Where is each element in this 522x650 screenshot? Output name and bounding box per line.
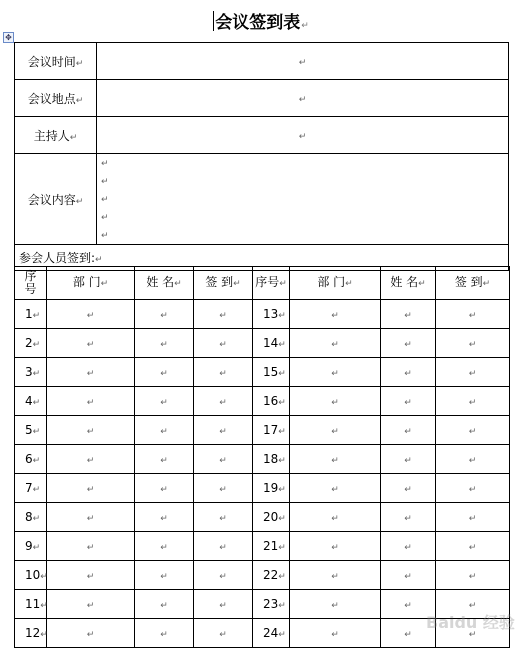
content-value-cell[interactable]	[97, 154, 509, 245]
seq-cell	[15, 445, 47, 474]
paragraph-mark-icon: ↵	[468, 630, 477, 640]
seq-cell-2	[253, 300, 290, 329]
paragraph-mark-icon: ↵	[75, 196, 84, 207]
signin-cell[interactable]	[194, 590, 253, 619]
paragraph-mark-icon: ↵	[301, 21, 309, 31]
paragraph-mark-icon: ↵	[101, 195, 109, 205]
name-cell[interactable]	[135, 474, 194, 503]
paragraph-mark-icon: ↵	[219, 572, 227, 582]
dept-cell-2[interactable]	[290, 474, 381, 503]
dept-cell-2[interactable]	[290, 445, 381, 474]
signin-cell-2[interactable]	[436, 561, 510, 590]
paragraph-mark-icon: ↵	[278, 601, 286, 611]
paragraph-mark-icon: ↵	[278, 514, 286, 524]
paragraph-mark-icon: ↵	[331, 485, 339, 495]
signin-cell[interactable]	[194, 329, 253, 358]
paragraph-mark-icon: ↵	[160, 572, 168, 582]
name-cell[interactable]	[135, 503, 194, 532]
seq-cell-2-text: 18	[263, 452, 279, 466]
table-row	[15, 387, 510, 416]
seq-cell-text: 10	[25, 568, 41, 582]
paragraph-mark-icon: ↵	[331, 543, 339, 553]
seq-cell-text: 2	[25, 336, 33, 350]
paragraph-mark-icon: ↵	[86, 340, 95, 350]
info-row-place	[15, 80, 509, 117]
paragraph-mark-icon: ↵	[279, 278, 287, 289]
paragraph-mark-icon: ↵	[174, 278, 182, 289]
signin-cell-2[interactable]	[436, 532, 510, 561]
paragraph-mark-icon: ↵	[160, 369, 168, 379]
seq-cell-2	[253, 445, 290, 474]
paragraph-mark-icon: ↵	[278, 398, 286, 408]
seq-cell-2-text: 14	[263, 336, 279, 350]
seq-cell-2-text: 22	[263, 568, 279, 582]
place-label: 会议地点	[27, 91, 76, 106]
paragraph-mark-icon: ↵	[86, 311, 95, 321]
host-label: 主持人	[33, 128, 70, 143]
seq-cell	[15, 387, 47, 416]
paragraph-mark-icon: ↵	[160, 514, 168, 524]
paragraph-mark-icon: ↵	[32, 456, 41, 466]
seq-cell-2-text: 16	[263, 394, 279, 408]
seq-cell-text: 11	[25, 597, 41, 611]
paragraph-mark-icon: ↵	[40, 630, 48, 640]
dept-cell-2[interactable]	[290, 561, 381, 590]
dept-cell[interactable]	[47, 619, 135, 648]
paragraph-mark-icon: ↵	[86, 427, 95, 437]
info-row-time	[15, 43, 509, 80]
paragraph-mark-icon: ↵	[101, 159, 109, 169]
table-row	[15, 358, 510, 387]
paragraph-mark-icon: ↵	[331, 601, 339, 611]
paragraph-mark-icon: ↵	[40, 572, 48, 582]
header-name	[135, 267, 194, 300]
paragraph-mark-icon: ↵	[219, 543, 227, 553]
dept-cell[interactable]	[47, 300, 135, 329]
paragraph-mark-icon: ↵	[404, 340, 412, 350]
paragraph-mark-icon: ↵	[160, 456, 168, 466]
paragraph-mark-icon: ↵	[278, 543, 286, 553]
paragraph-mark-icon: ↵	[100, 278, 109, 289]
content-label-cell	[15, 154, 97, 245]
paragraph-mark-icon: ↵	[233, 278, 241, 289]
seq-cell-2-text: 20	[263, 510, 279, 524]
table-row	[15, 561, 510, 590]
name-cell-2[interactable]	[381, 445, 436, 474]
paragraph-mark-icon: ↵	[160, 543, 168, 553]
paragraph-mark-icon: ↵	[331, 340, 339, 350]
seq-cell-text: 7	[25, 481, 33, 495]
paragraph-mark-icon: ↵	[404, 601, 412, 611]
seq-cell-2	[253, 358, 290, 387]
signin-cell[interactable]	[194, 561, 253, 590]
dept-cell[interactable]	[47, 590, 135, 619]
table-row	[15, 474, 510, 503]
paragraph-mark-icon: ↵	[331, 630, 339, 640]
document-title	[0, 8, 522, 33]
name-cell-2[interactable]	[381, 329, 436, 358]
table-row	[15, 300, 510, 329]
header-signin-2	[436, 267, 510, 300]
signin-cell-2[interactable]	[436, 474, 510, 503]
name-cell[interactable]	[135, 619, 194, 648]
seq-cell-2-text: 13	[263, 307, 279, 321]
name-cell[interactable]	[135, 300, 194, 329]
paragraph-mark-icon: ↵	[219, 514, 227, 524]
paragraph-mark-icon: ↵	[86, 601, 95, 611]
seq-cell	[15, 503, 47, 532]
seq-cell-2	[253, 619, 290, 648]
dept-cell-2[interactable]	[290, 329, 381, 358]
header-seq2-label: 序号	[255, 274, 280, 289]
header-dept-label: 部 门	[72, 274, 101, 289]
seq-cell-2-text: 19	[263, 481, 279, 495]
paragraph-mark-icon: ↵	[404, 427, 412, 437]
paragraph-mark-icon: ↵	[32, 340, 41, 350]
seq-cell-text: 9	[25, 539, 33, 553]
paragraph-mark-icon: ↵	[298, 95, 307, 105]
paragraph-mark-icon: ↵	[468, 601, 477, 611]
paragraph-mark-icon: ↵	[482, 278, 491, 289]
sign-header-row	[15, 267, 510, 300]
paragraph-mark-icon: ↵	[468, 514, 477, 524]
paragraph-mark-icon: ↵	[468, 398, 477, 408]
name-cell[interactable]	[135, 590, 194, 619]
header-seq	[15, 267, 47, 300]
name-cell[interactable]	[135, 532, 194, 561]
table-row	[15, 329, 510, 358]
table-row	[15, 445, 510, 474]
dept-cell[interactable]	[47, 329, 135, 358]
paragraph-mark-icon: ↵	[278, 572, 286, 582]
signin-cell-2[interactable]	[436, 445, 510, 474]
seq-cell-text: 12	[25, 626, 41, 640]
header-signin-label: 签 到	[205, 274, 234, 289]
paragraph-mark-icon: ↵	[86, 543, 95, 553]
place-value-cell[interactable]	[97, 80, 509, 117]
paragraph-mark-icon: ↵	[468, 456, 477, 466]
name-cell-2[interactable]	[381, 532, 436, 561]
name-cell-2[interactable]	[381, 387, 436, 416]
watermark-logo	[424, 606, 516, 640]
signin-cell[interactable]	[194, 474, 253, 503]
paragraph-mark-icon: ↵	[278, 456, 286, 466]
paragraph-mark-icon: ↵	[345, 278, 353, 289]
paragraph-mark-icon: ↵	[86, 369, 95, 379]
paragraph-mark-icon: ↵	[331, 456, 339, 466]
header-dept2-label: 部 门	[317, 274, 346, 289]
paragraph-mark-icon: ↵	[75, 58, 84, 69]
paragraph-mark-icon: ↵	[468, 427, 477, 437]
watermark-text: Baidu 经验	[426, 613, 515, 632]
name-cell[interactable]	[135, 387, 194, 416]
seq-cell-2	[253, 416, 290, 445]
seq-cell-2-text: 23	[263, 597, 279, 611]
paragraph-mark-icon: ↵	[32, 398, 41, 408]
paragraph-mark-icon: ↵	[32, 485, 41, 495]
seq-cell-2-text: 15	[263, 365, 279, 379]
paragraph-mark-icon: ↵	[404, 398, 412, 408]
paragraph-mark-icon: ↵	[298, 58, 307, 68]
paragraph-mark-icon: ↵	[40, 601, 48, 611]
signin-cell-2[interactable]	[436, 387, 510, 416]
header-dept-2	[290, 267, 381, 300]
dept-cell-2[interactable]	[290, 590, 381, 619]
paragraph-mark-icon: ↵	[219, 311, 227, 321]
name-cell-2[interactable]	[381, 561, 436, 590]
table-row	[15, 532, 510, 561]
paragraph-mark-icon: ↵	[219, 369, 227, 379]
table-move-handle-icon[interactable]: ✥	[3, 32, 14, 43]
paragraph-mark-icon: ↵	[404, 630, 412, 640]
dept-cell[interactable]	[47, 532, 135, 561]
header-name2-label: 姓 名	[390, 274, 419, 289]
dept-cell[interactable]	[47, 561, 135, 590]
paragraph-mark-icon: ↵	[160, 601, 168, 611]
sign-in-table	[14, 266, 510, 648]
signin-cell[interactable]	[194, 387, 253, 416]
seq-cell-text: 4	[25, 394, 33, 408]
paragraph-mark-icon: ↵	[86, 630, 95, 640]
name-cell-2[interactable]	[381, 300, 436, 329]
time-label: 会议时间	[27, 54, 76, 69]
signin-cell-2[interactable]	[436, 416, 510, 445]
paragraph-mark-icon: ↵	[404, 311, 412, 321]
paragraph-mark-icon: ↵	[331, 311, 339, 321]
name-cell[interactable]	[135, 416, 194, 445]
paragraph-mark-icon: ↵	[404, 514, 412, 524]
paragraph-mark-icon: ↵	[331, 398, 339, 408]
place-label-cell	[15, 80, 97, 117]
seq-cell-2	[253, 474, 290, 503]
paragraph-mark-icon: ↵	[468, 543, 477, 553]
seq-cell-2	[253, 387, 290, 416]
seq-cell	[15, 329, 47, 358]
paragraph-mark-icon: ↵	[331, 572, 339, 582]
seq-cell-2-text: 17	[263, 423, 279, 437]
paragraph-mark-icon: ↵	[160, 630, 168, 640]
title-text: 会议签到表	[215, 13, 301, 33]
paragraph-mark-icon: ↵	[331, 427, 339, 437]
signin-cell[interactable]	[194, 416, 253, 445]
seq-cell	[15, 619, 47, 648]
paragraph-mark-icon: ↵	[86, 485, 95, 495]
paragraph-mark-icon: ↵	[101, 177, 109, 187]
paragraph-mark-icon: ↵	[32, 514, 41, 524]
table-row	[15, 416, 510, 445]
seq-cell	[15, 300, 47, 329]
paragraph-mark-icon: ↵	[278, 340, 286, 350]
paragraph-mark-icon: ↵	[160, 485, 168, 495]
seq-cell	[15, 358, 47, 387]
seq-cell-text: 6	[25, 452, 33, 466]
header-name-label: 姓 名	[146, 274, 175, 289]
signin-cell-2[interactable]	[436, 503, 510, 532]
paragraph-mark-icon: ↵	[468, 369, 477, 379]
seq-cell-2-text: 24	[263, 626, 279, 640]
info-row-content	[15, 154, 509, 245]
paragraph-mark-icon: ↵	[86, 398, 95, 408]
paragraph-mark-icon: ↵	[418, 278, 426, 289]
time-label-cell	[15, 43, 97, 80]
host-value-cell[interactable]	[97, 117, 509, 154]
header-seq-2	[253, 267, 290, 300]
paragraph-mark-icon: ↵	[404, 572, 412, 582]
name-cell-2[interactable]	[381, 416, 436, 445]
seq-cell	[15, 590, 47, 619]
paragraph-mark-icon: ↵	[219, 630, 227, 640]
dept-cell[interactable]	[47, 416, 135, 445]
seq-cell-text: 1	[25, 307, 33, 321]
name-cell[interactable]	[135, 329, 194, 358]
seq-cell-2	[253, 561, 290, 590]
paragraph-mark-icon: ↵	[298, 132, 307, 142]
paragraph-mark-icon: ↵	[86, 514, 95, 524]
dept-cell-2[interactable]	[290, 619, 381, 648]
paragraph-mark-icon: ↵	[160, 340, 168, 350]
dept-cell-2[interactable]	[290, 532, 381, 561]
paragraph-mark-icon: ↵	[404, 485, 412, 495]
paragraph-mark-icon: ↵	[278, 485, 286, 495]
paragraph-mark-icon: ↵	[101, 231, 109, 241]
dept-cell[interactable]	[47, 474, 135, 503]
name-cell-2[interactable]	[381, 503, 436, 532]
name-cell[interactable]	[135, 358, 194, 387]
paragraph-mark-icon: ↵	[278, 311, 286, 321]
paragraph-mark-icon: ↵	[160, 398, 168, 408]
paragraph-mark-icon: ↵	[219, 427, 227, 437]
seq-cell	[15, 416, 47, 445]
paragraph-mark-icon: ↵	[404, 543, 412, 553]
signin-cell[interactable]	[194, 503, 253, 532]
signin-cell[interactable]	[194, 300, 253, 329]
info-row-host	[15, 117, 509, 154]
seq-cell-2	[253, 532, 290, 561]
dept-cell[interactable]	[47, 445, 135, 474]
content-label: 会议内容	[27, 192, 76, 207]
dept-cell-2[interactable]	[290, 387, 381, 416]
seq-cell-2	[253, 329, 290, 358]
paragraph-mark-icon: ↵	[468, 485, 477, 495]
paragraph-mark-icon: ↵	[331, 369, 339, 379]
seq-cell-text: 8	[25, 510, 33, 524]
paragraph-mark-icon: ↵	[95, 255, 103, 265]
name-cell[interactable]	[135, 445, 194, 474]
seq-cell-2-text: 21	[263, 539, 279, 553]
paragraph-mark-icon: ↵	[468, 572, 477, 582]
paragraph-mark-icon: ↵	[219, 340, 227, 350]
meeting-info-table	[14, 42, 509, 271]
paragraph-mark-icon: ↵	[32, 543, 41, 553]
paragraph-mark-icon: ↵	[219, 398, 227, 408]
signin-cell-2[interactable]	[436, 358, 510, 387]
dept-cell-2[interactable]	[290, 358, 381, 387]
time-value-cell[interactable]	[97, 43, 509, 80]
name-cell-2[interactable]	[381, 358, 436, 387]
paragraph-mark-icon: ↵	[219, 485, 227, 495]
paragraph-mark-icon: ↵	[219, 601, 227, 611]
paragraph-mark-icon: ↵	[86, 572, 95, 582]
paragraph-mark-icon: ↵	[160, 427, 168, 437]
paragraph-mark-icon: ↵	[278, 369, 286, 379]
paragraph-mark-icon: ↵	[75, 95, 84, 106]
signin-cell[interactable]	[194, 445, 253, 474]
seq-cell	[15, 532, 47, 561]
paragraph-mark-icon: ↵	[278, 630, 286, 640]
seq-cell-2	[253, 503, 290, 532]
attendees-label: 参会人员签到:	[19, 251, 96, 265]
signin-cell[interactable]	[194, 532, 253, 561]
paragraph-mark-icon: ↵	[32, 427, 41, 437]
dept-cell-2[interactable]	[290, 300, 381, 329]
paragraph-mark-icon: ↵	[468, 311, 477, 321]
dept-cell[interactable]	[47, 387, 135, 416]
header-signin	[194, 267, 253, 300]
table-row	[15, 503, 510, 532]
dept-cell[interactable]	[47, 503, 135, 532]
paragraph-mark-icon: ↵	[69, 132, 78, 143]
paragraph-mark-icon: ↵	[278, 427, 286, 437]
signin-cell[interactable]	[194, 619, 253, 648]
seq-cell-text: 5	[25, 423, 33, 437]
dept-cell[interactable]	[47, 358, 135, 387]
name-cell-2[interactable]	[381, 474, 436, 503]
paragraph-mark-icon: ↵	[86, 456, 95, 466]
paragraph-mark-icon: ↵	[331, 514, 339, 524]
dept-cell-2[interactable]	[290, 503, 381, 532]
paragraph-mark-icon: ↵	[404, 369, 412, 379]
header-signin2-label: 签 到	[454, 274, 483, 289]
paragraph-mark-icon: ↵	[219, 456, 227, 466]
signin-cell-2[interactable]	[436, 329, 510, 358]
paragraph-mark-icon: ↵	[32, 369, 41, 379]
signin-cell[interactable]	[194, 358, 253, 387]
paragraph-mark-icon: ↵	[101, 213, 109, 223]
header-seq-label: 序号	[24, 269, 37, 296]
host-label-cell	[15, 117, 97, 154]
header-dept	[47, 267, 135, 300]
seq-cell-2	[253, 590, 290, 619]
signin-cell-2[interactable]	[436, 300, 510, 329]
paragraph-mark-icon: ↵	[468, 340, 477, 350]
paragraph-mark-icon: ↵	[404, 456, 412, 466]
paragraph-mark-icon: ↵	[32, 311, 41, 321]
name-cell[interactable]	[135, 561, 194, 590]
seq-cell-text: 3	[25, 365, 33, 379]
header-name-2	[381, 267, 436, 300]
seq-cell	[15, 474, 47, 503]
paragraph-mark-icon: ↵	[160, 311, 168, 321]
seq-cell	[15, 561, 47, 590]
dept-cell-2[interactable]	[290, 416, 381, 445]
